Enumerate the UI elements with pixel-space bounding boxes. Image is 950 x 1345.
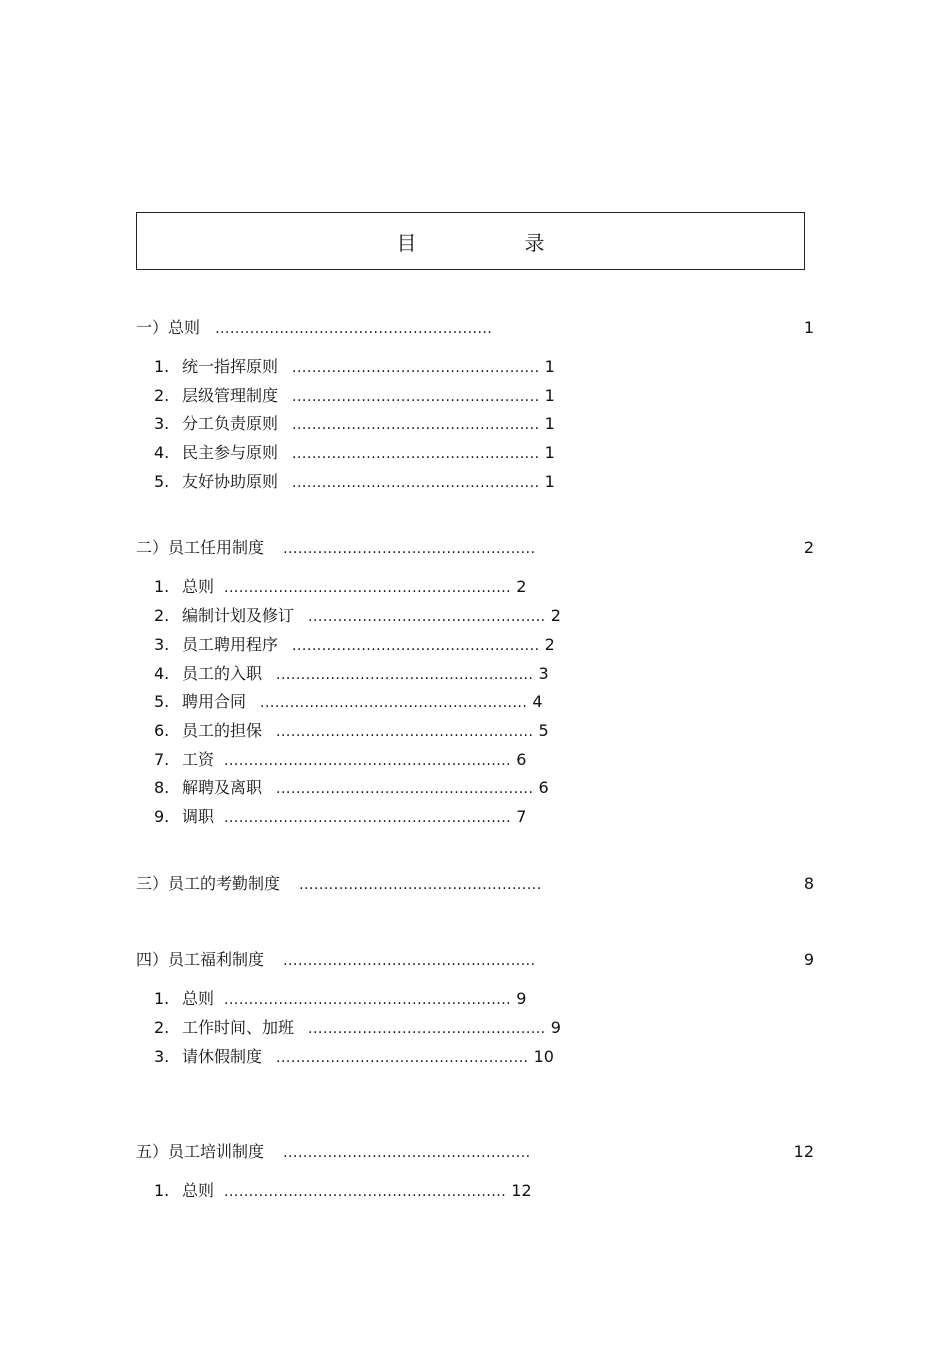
entry-page-number: 9 <box>516 989 527 1008</box>
entry-label: 总则 <box>182 989 215 1008</box>
toc-entry[interactable] <box>154 472 555 492</box>
leader-dots: .................................................... <box>276 781 534 797</box>
leader-dots: ...................................................... <box>260 695 528 711</box>
leader-dots: ................................................... <box>283 953 536 969</box>
toc-entry[interactable] <box>154 664 549 684</box>
entry-page-number: 10 <box>533 1047 554 1066</box>
entry-label: 层级管理制度 <box>182 386 279 405</box>
toc-section-heading[interactable] <box>136 1142 531 1162</box>
leader-dots: .................................................... <box>276 667 534 683</box>
toc-entry[interactable] <box>154 1018 561 1038</box>
toc-entry[interactable] <box>154 1047 554 1067</box>
entry-number: 1. <box>154 1181 170 1200</box>
section-label: 二）员工任用制度 <box>136 538 265 557</box>
leader-dots: .................................................. <box>292 446 540 462</box>
section-label: 一）总则 <box>136 318 201 337</box>
leader-dots: ................................................. <box>299 877 542 893</box>
leader-dots: ........................................................ <box>215 321 493 337</box>
entry-label: 请休假制度 <box>182 1047 263 1066</box>
entry-page-number: 1 <box>544 472 555 491</box>
entry-page-number: 2 <box>516 577 527 596</box>
entry-number: 2. <box>154 606 170 625</box>
entry-label: 聘用合同 <box>182 692 247 711</box>
entry-label: 工资 <box>182 750 215 769</box>
entry-label: 解聘及离职 <box>182 778 263 797</box>
toc-entry[interactable] <box>154 1181 532 1201</box>
entry-page-number: 1 <box>544 357 555 376</box>
leader-dots: .......................................................... <box>224 753 512 769</box>
toc-entry[interactable] <box>154 721 549 741</box>
toc-entry[interactable] <box>154 414 555 434</box>
entry-page-number: 2 <box>550 606 561 625</box>
entry-number: 4. <box>154 664 170 683</box>
leader-dots: .......................................................... <box>224 992 512 1008</box>
toc-section-heading[interactable] <box>136 874 542 894</box>
entry-page-number: 1 <box>544 414 555 433</box>
entry-number: 3. <box>154 1047 170 1066</box>
entry-page-number: 6 <box>538 778 549 797</box>
entry-number: 1. <box>154 577 170 596</box>
entry-label: 民主参与原则 <box>182 443 279 462</box>
section-page-number: 9 <box>803 950 814 969</box>
entry-number: 3. <box>154 635 170 654</box>
entry-label: 友好协助原则 <box>182 472 279 491</box>
entry-label: 员工的入职 <box>182 664 263 683</box>
entry-number: 1. <box>154 357 170 376</box>
toc-entry[interactable] <box>154 577 526 597</box>
leader-dots: .................................................. <box>292 417 540 433</box>
entry-page-number: 9 <box>550 1018 561 1037</box>
toc-entry[interactable] <box>154 989 526 1009</box>
leader-dots: .................................................. <box>292 475 540 491</box>
entry-page-number: 1 <box>544 386 555 405</box>
leader-dots: ................................................... <box>276 1050 529 1066</box>
leader-dots: .................................................. <box>292 360 540 376</box>
leader-dots: ................................................ <box>308 609 546 625</box>
toc-entry[interactable] <box>154 357 555 377</box>
toc-title: 目 录 <box>396 230 589 255</box>
section-page-number: 8 <box>803 874 814 893</box>
leader-dots: .................................................. <box>283 1145 531 1161</box>
entry-label: 员工聘用程序 <box>182 635 279 654</box>
toc-entry[interactable] <box>154 386 555 406</box>
toc-entry[interactable] <box>154 750 526 770</box>
entry-label: 分工负责原则 <box>182 414 279 433</box>
entry-page-number: 4 <box>532 692 543 711</box>
entry-label: 统一指挥原则 <box>182 357 279 376</box>
leader-dots: .................................................... <box>276 724 534 740</box>
toc-section-heading[interactable] <box>136 318 492 338</box>
entry-page-number: 2 <box>544 635 555 654</box>
entry-page-number: 7 <box>516 807 527 826</box>
section-page-number: 2 <box>803 538 814 557</box>
entry-label: 总则 <box>182 577 215 596</box>
entry-page-number: 6 <box>516 750 527 769</box>
entry-label: 总则 <box>182 1181 215 1200</box>
leader-dots: .................................................. <box>292 638 540 654</box>
toc-section-heading[interactable] <box>136 950 536 970</box>
entry-number: 6. <box>154 721 170 740</box>
section-label: 三）员工的考勤制度 <box>136 874 281 893</box>
entry-number: 7. <box>154 750 170 769</box>
entry-label: 调职 <box>182 807 215 826</box>
entry-number: 1. <box>154 989 170 1008</box>
entry-number: 5. <box>154 472 170 491</box>
section-page-number: 12 <box>793 1142 814 1161</box>
toc-entry[interactable] <box>154 807 526 827</box>
section-label: 五）员工培训制度 <box>136 1142 265 1161</box>
entry-page-number: 5 <box>538 721 549 740</box>
toc-title-box <box>136 212 805 270</box>
toc-entry[interactable] <box>154 692 543 712</box>
toc-entry[interactable] <box>154 443 555 463</box>
toc-section-heading[interactable] <box>136 538 536 558</box>
entry-number: 8. <box>154 778 170 797</box>
leader-dots: ................................................... <box>283 541 536 557</box>
entry-page-number: 1 <box>544 443 555 462</box>
leader-dots: ......................................................... <box>224 1184 507 1200</box>
entry-number: 3. <box>154 414 170 433</box>
entry-number: 4. <box>154 443 170 462</box>
entry-number: 2. <box>154 386 170 405</box>
entry-number: 5. <box>154 692 170 711</box>
toc-entry[interactable] <box>154 635 555 655</box>
section-page-number: 1 <box>803 318 814 337</box>
entry-page-number: 12 <box>511 1181 532 1200</box>
entry-label: 员工的担保 <box>182 721 263 740</box>
toc-entry[interactable] <box>154 606 561 626</box>
entry-label: 工作时间、加班 <box>182 1018 295 1037</box>
section-label: 四）员工福利制度 <box>136 950 265 969</box>
entry-number: 2. <box>154 1018 170 1037</box>
leader-dots: .......................................................... <box>224 810 512 826</box>
leader-dots: .......................................................... <box>224 580 512 596</box>
toc-entry[interactable] <box>154 778 549 798</box>
leader-dots: .................................................. <box>292 389 540 405</box>
entry-number: 9. <box>154 807 170 826</box>
leader-dots: ................................................ <box>308 1021 546 1037</box>
entry-label: 编制计划及修订 <box>182 606 295 625</box>
entry-page-number: 3 <box>538 664 549 683</box>
